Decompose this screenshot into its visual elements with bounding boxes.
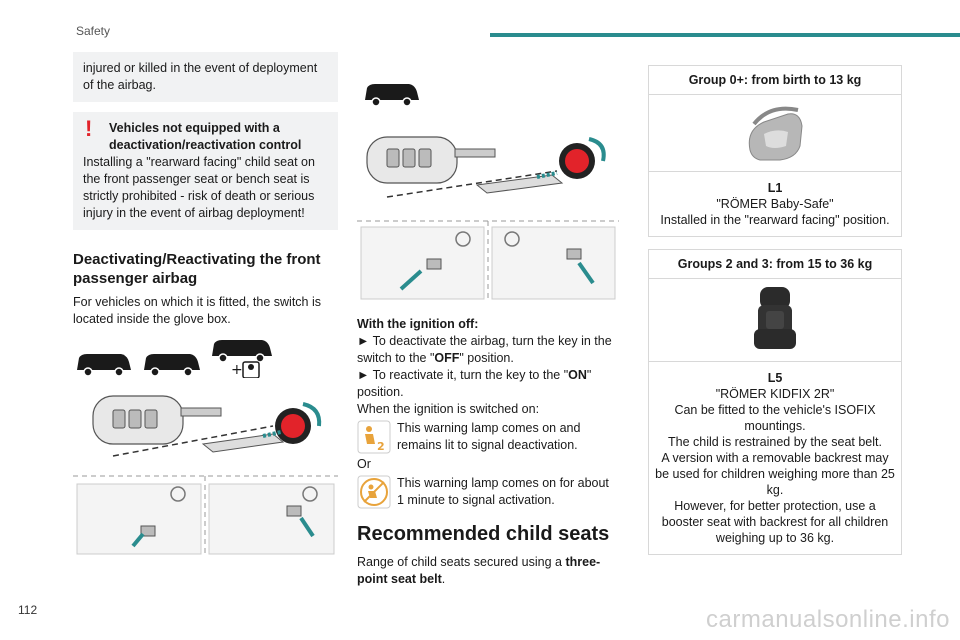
range-bold: three-point seat belt — [357, 555, 601, 586]
column-2 — [357, 80, 619, 588]
booster-seat-image — [649, 279, 901, 362]
step1-off: OFF — [434, 351, 460, 365]
svg-text:2: 2 — [377, 440, 385, 453]
intro-box — [73, 52, 338, 102]
instructions — [357, 316, 619, 509]
seat-description — [649, 172, 901, 236]
seat-table-group0 — [648, 65, 902, 237]
or-text: Or — [357, 457, 371, 471]
seat-line: Installed in the "rearward facing" position. — [660, 213, 890, 227]
airbag-off-lamp-icon — [357, 420, 391, 454]
seat-description — [649, 362, 901, 554]
step2-text: ► To reactivate it, turn the key to the " — [357, 368, 569, 382]
range-pre: Range of child seats secured using a — [357, 555, 566, 569]
lamp-activated-row — [357, 475, 619, 509]
seat-table-group2-3 — [648, 249, 902, 555]
seat-line: "RÖMER Baby-Safe" — [716, 197, 834, 211]
warning-title: Vehicles not equipped with a deactivation/reactivation control — [109, 121, 302, 152]
seat-code: L1 — [767, 181, 783, 195]
baby-seat-image — [649, 95, 901, 172]
seat-group-heading: Groups 2 and 3: from 15 to 36 kg — [649, 250, 901, 279]
seat-line: A version with a removable backrest may be used for children weighing more than 25 kg. — [655, 451, 895, 497]
van-icon — [361, 80, 421, 108]
booster-seat-icon — [750, 285, 800, 355]
switch-location-text: For vehicles on which it is fitted, the switch is located inside the glove box. — [73, 295, 322, 326]
seat-group-heading: Group 0+: from birth to 13 kg — [649, 66, 901, 95]
range-end: . — [441, 572, 446, 586]
seat-line: Can be fitted to the vehicle's ISOFIX mountings. — [674, 403, 876, 433]
section-title-deactivating: Deactivating/Reactivating the front passenger airbag — [73, 251, 321, 287]
key-switch-illustration — [357, 121, 619, 301]
key-glovebox-illustration — [73, 386, 338, 556]
seat-line: "RÖMER KIDFIX 2R" — [715, 387, 835, 401]
seat-line: The child is restrained by the seat belt. — [667, 435, 882, 449]
step1-text: ► To deactivate the airbag, turn the key in the switch to the " — [357, 334, 612, 365]
column-1 — [73, 52, 338, 561]
column-3 — [648, 65, 902, 567]
lamp-deactivated-text: This warning lamp comes on and remains lit to signal deactivation. — [397, 421, 581, 452]
lamp-activated-text: This warning lamp comes on for about 1 minute to signal activation. — [397, 476, 609, 507]
ignition-off-heading: With the ignition off: — [357, 317, 479, 331]
step2-on: ON — [568, 368, 587, 382]
ignition-on-heading: When the ignition is switched on: — [357, 402, 540, 416]
step-deactivate — [357, 333, 619, 367]
van-medium-icon — [141, 350, 201, 378]
warning-box — [73, 112, 338, 230]
step-reactivate — [357, 367, 619, 401]
step1-end: " position. — [459, 351, 514, 365]
range-text — [357, 554, 619, 588]
recommended-child-seats-title: Recommended child seats — [357, 523, 610, 545]
page-number: 112 — [18, 603, 38, 617]
airbag-on-lamp-icon — [357, 475, 391, 509]
van-short-icon — [73, 350, 133, 378]
exclamation-icon: ! — [85, 116, 93, 141]
seat-code: L5 — [767, 371, 783, 385]
intro-text: injured or killed in the event of deployment of the airbag. — [83, 61, 318, 92]
baby-carrier-icon — [740, 100, 810, 166]
watermark: carmanualsonline.info — [706, 606, 950, 633]
van-long-with-seat-icon — [209, 338, 275, 378]
svg-text:+: + — [231, 362, 243, 378]
step2-end: " position. — [357, 368, 592, 399]
header-section-title: Safety — [76, 24, 111, 38]
lamp-deactivated-row — [357, 420, 619, 454]
vehicle-icons-row — [73, 338, 338, 378]
seat-line: However, for better protection, use a booster seat with backrest for all children weighing up to 36 kg. — [661, 499, 889, 545]
warning-body: Installing a "rearward facing" child seat on the front passenger seat or bench seat is strictly prohibited - risk of death or serious injury in the event of airbag deployment! — [83, 155, 315, 220]
header-accent-bar — [490, 33, 960, 37]
